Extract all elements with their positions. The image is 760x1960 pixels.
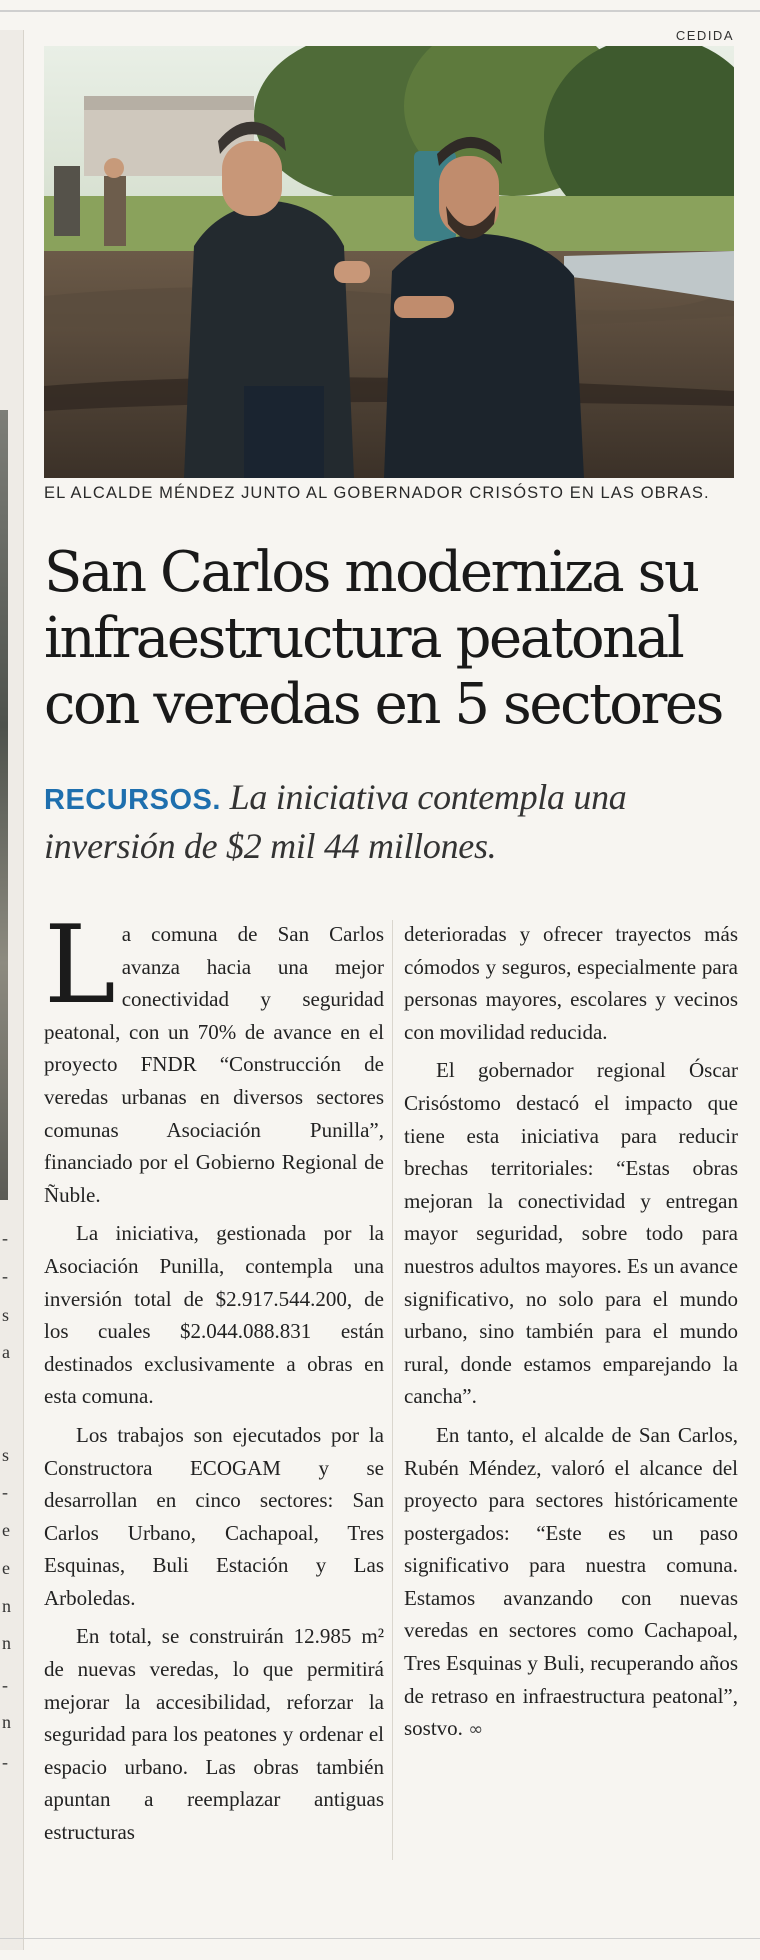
headline xyxy=(44,540,744,738)
body-paragraph xyxy=(44,903,384,1211)
bottom-rule xyxy=(0,1938,760,1939)
subheadline xyxy=(44,774,744,869)
paragraph-text: a comuna de San Carlos avanza hacia una mejor conectividad y seguridad peatonal, con un 70% de avance en el proyecto FNDR “Construcción de veredas urbanas en diversos sectores comunas Asociación Punilla”, financiado por el Gobierno Regional de Ñuble. xyxy=(44,922,384,1207)
adjacent-text-fragment: e xyxy=(2,1520,10,1540)
adjacent-text-fragment: - xyxy=(2,1752,8,1772)
end-of-article-icon: ∞ xyxy=(468,1719,484,1741)
top-rule xyxy=(0,10,760,12)
body-paragraph: El gobernador regional Óscar Crisóstomo destacó el impacto que tiene esta iniciativa para reducir brechas territoriales: “Estas obras mejoran la conectividad y entregan mayor seguridad, sobre todo para nuestros adultos mayores. Es un avance significativo, no solo para el mundo urbano, sino también para el mundo rural, donde estamos emparejando la cancha”. xyxy=(404,1058,738,1409)
body-paragraph: deterioradas y ofrecer trayectos más cómodos y seguros, especialmente para personas mayores, escolares y vecinos con movilidad reducida. xyxy=(404,922,738,1044)
adjacent-text-fragment: s xyxy=(2,1445,10,1465)
drop-cap: L xyxy=(44,903,116,1028)
photo-caption: EL ALCALDE MÉNDEZ JUNTO AL GOBERNADOR CRISÓSTO EN LAS OBRAS. xyxy=(44,484,710,502)
adjacent-text-fragment: s xyxy=(2,1305,10,1325)
paragraph-text: En tanto, el alcalde de San Carlos, Rubén Méndez, valoró el alcance del proyecto para sectores históricamente postergados: “Este es un paso significativo para nuestra comuna. Estamos avanzando con nuevas veredas en sectores como Cachapoal, Tres Esquinas y Buli, recuperando años de retraso en infraestructura peatonal”, sostvo. xyxy=(404,1422,738,1741)
adjacent-text-fragment: n xyxy=(2,1712,11,1732)
adjacent-text-fragment: n xyxy=(2,1596,11,1616)
adjacent-text-fragment: - xyxy=(2,1675,8,1695)
column-divider xyxy=(23,30,24,1950)
adjacent-text-fragment: - xyxy=(2,1228,8,1248)
article-photo xyxy=(44,46,734,478)
adjacent-text-fragment: - xyxy=(2,1482,8,1502)
adjacent-photo-edge xyxy=(0,410,8,1200)
photo-of-two-men-at-construction-site xyxy=(44,46,734,478)
adjacent-article-edge xyxy=(0,30,24,1950)
headline-line: infraestructura peatonal xyxy=(44,606,683,671)
body-column-1 xyxy=(44,903,384,1849)
subhead-kicker: RECURSOS. xyxy=(44,784,221,816)
headline-line: con veredas en 5 sectores xyxy=(44,672,722,737)
photo-credit: CEDIDA xyxy=(675,28,734,43)
adjacent-text-fragment: n xyxy=(2,1633,11,1653)
headline-line: San Carlos moderniza su xyxy=(44,540,698,605)
body-paragraph: Los trabajos son ejecutados por la Constructora ECOGAM y se desarrollan en cinco sectores: San Carlos Urbano, Cachapoal, Tres Esquinas, Buli Estación y Las Arboledas. xyxy=(44,1422,384,1610)
body-paragraph: La iniciativa, gestionada por la Asociación Punilla, contempla una inversión total de $2.917.544.200, de los cuales $2.044.088.831 están destinados exclusivamente a obras en esta comuna. xyxy=(44,1221,384,1409)
adjacent-text-fragment: - xyxy=(2,1266,8,1286)
adjacent-text-fragment: a xyxy=(2,1342,10,1362)
body-paragraph: En total, se construirán 12.985 m² de nuevas veredas, lo que permitirá mejorar la accesibilidad, reforzar la seguridad para los peatones y ordenar el espacio urbano. Las obras también apuntan a reemplazar antiguas estructuras xyxy=(44,1624,384,1845)
adjacent-text-fragment: e xyxy=(2,1558,10,1578)
body-column-2 xyxy=(404,918,738,1747)
subhead-text: La iniciativa contempla una inversión de $2 mil 44 millones. xyxy=(44,777,627,866)
column-divider xyxy=(392,920,393,1860)
body-paragraph xyxy=(404,1419,738,1747)
